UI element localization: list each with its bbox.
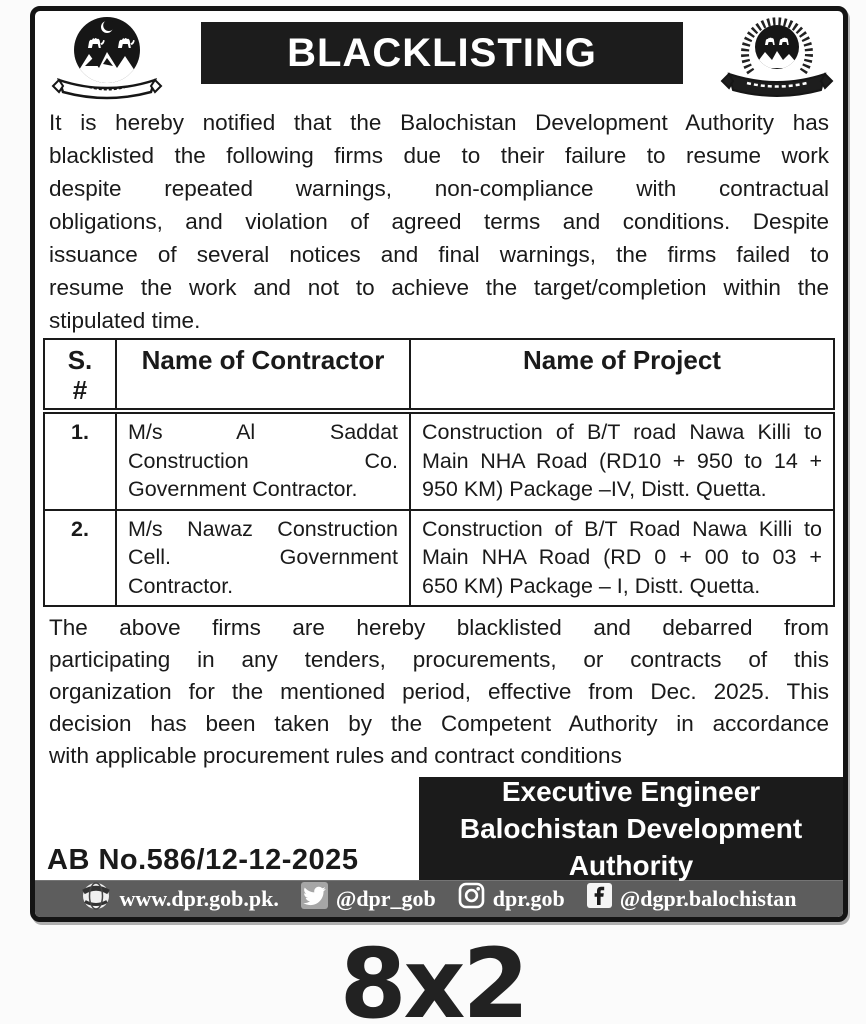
blacklist-table (43, 338, 835, 607)
footer-facebook (587, 883, 797, 914)
facebook-icon (587, 883, 612, 914)
footer-instagram-label: dpr.gob (492, 885, 565, 911)
row2-contractor: M/s Nawaz Construction Cell. Government Contractor. (116, 510, 410, 607)
signature-line: Balochistan Development (459, 813, 803, 844)
row1-project: Construction of B/T road Nawa Killi to Main NHA Road (RD10 + 950 to 14 + 950 KM) Package –IV, Distt. Quetta. (410, 411, 834, 510)
ad-frame (30, 6, 848, 922)
ad-title: BLACKLISTING (287, 30, 597, 75)
signature-line: Executive Engineer (501, 776, 761, 807)
row1-contractor: M/s Al Saddat Construction Co. Government Contractor. (116, 411, 410, 510)
ab-number: AB No.586/12-12-2025 (47, 844, 359, 876)
globe-icon (81, 881, 111, 917)
ad-header (35, 11, 843, 100)
footer-website-label: www.dpr.gob.pk. (119, 885, 279, 911)
row1-serial: 1. (44, 411, 116, 510)
dgpr-balochistan-emblem-icon (717, 14, 837, 107)
footer-facebook-label: @dgpr.balochistan (619, 885, 797, 911)
title-banner (201, 22, 683, 84)
balochistan-government-emblem-icon (41, 14, 173, 107)
footer-bar (35, 880, 843, 917)
header-contractor: Name of Contractor (116, 339, 410, 411)
table-row (44, 510, 834, 607)
signature-line: Authority (568, 850, 694, 881)
header-project: Name of Project (410, 339, 834, 411)
row2-project: Construction of B/T Road Nawa Killi to Main NHA Road (RD 0 + 00 to 03 + 650 KM) Package – I, Distt. Quetta. (410, 510, 834, 607)
footer-twitter-label: @dpr_gob (335, 885, 436, 911)
footer-instagram (458, 882, 565, 915)
bottom-section (35, 772, 843, 880)
closing-paragraph: The above firms are hereby blacklisted and debarred from participating in any tenders, procurements, or contracts of this organization for the mentioned period, effective from Dec. 2025. This decision has been taken by the Competent Authority in accordance with applicable procurement rules and contract conditions (49, 615, 829, 768)
signature-block (419, 777, 843, 880)
row2-serial: 2. (44, 510, 116, 607)
twitter-icon (301, 882, 328, 915)
table-header-row (44, 339, 834, 411)
table-row (44, 411, 834, 510)
header-serial: S. # (44, 339, 116, 411)
instagram-icon (458, 882, 485, 915)
footer-website (81, 881, 278, 917)
intro-paragraph: It is hereby notified that the Balochistan Development Authority has blacklisted the following firms due to their failure to resume work despite repeated warnings, non-compliance with contractual obligations, and violation of agreed terms and conditions. Despite issuance of several notices and final warnings, the firms failed to resume the work and not to achieve the target/completion within the stipulated time. (49, 110, 829, 333)
footer-twitter (301, 882, 436, 915)
ad-size-tag: 8x2 (339, 928, 527, 1024)
